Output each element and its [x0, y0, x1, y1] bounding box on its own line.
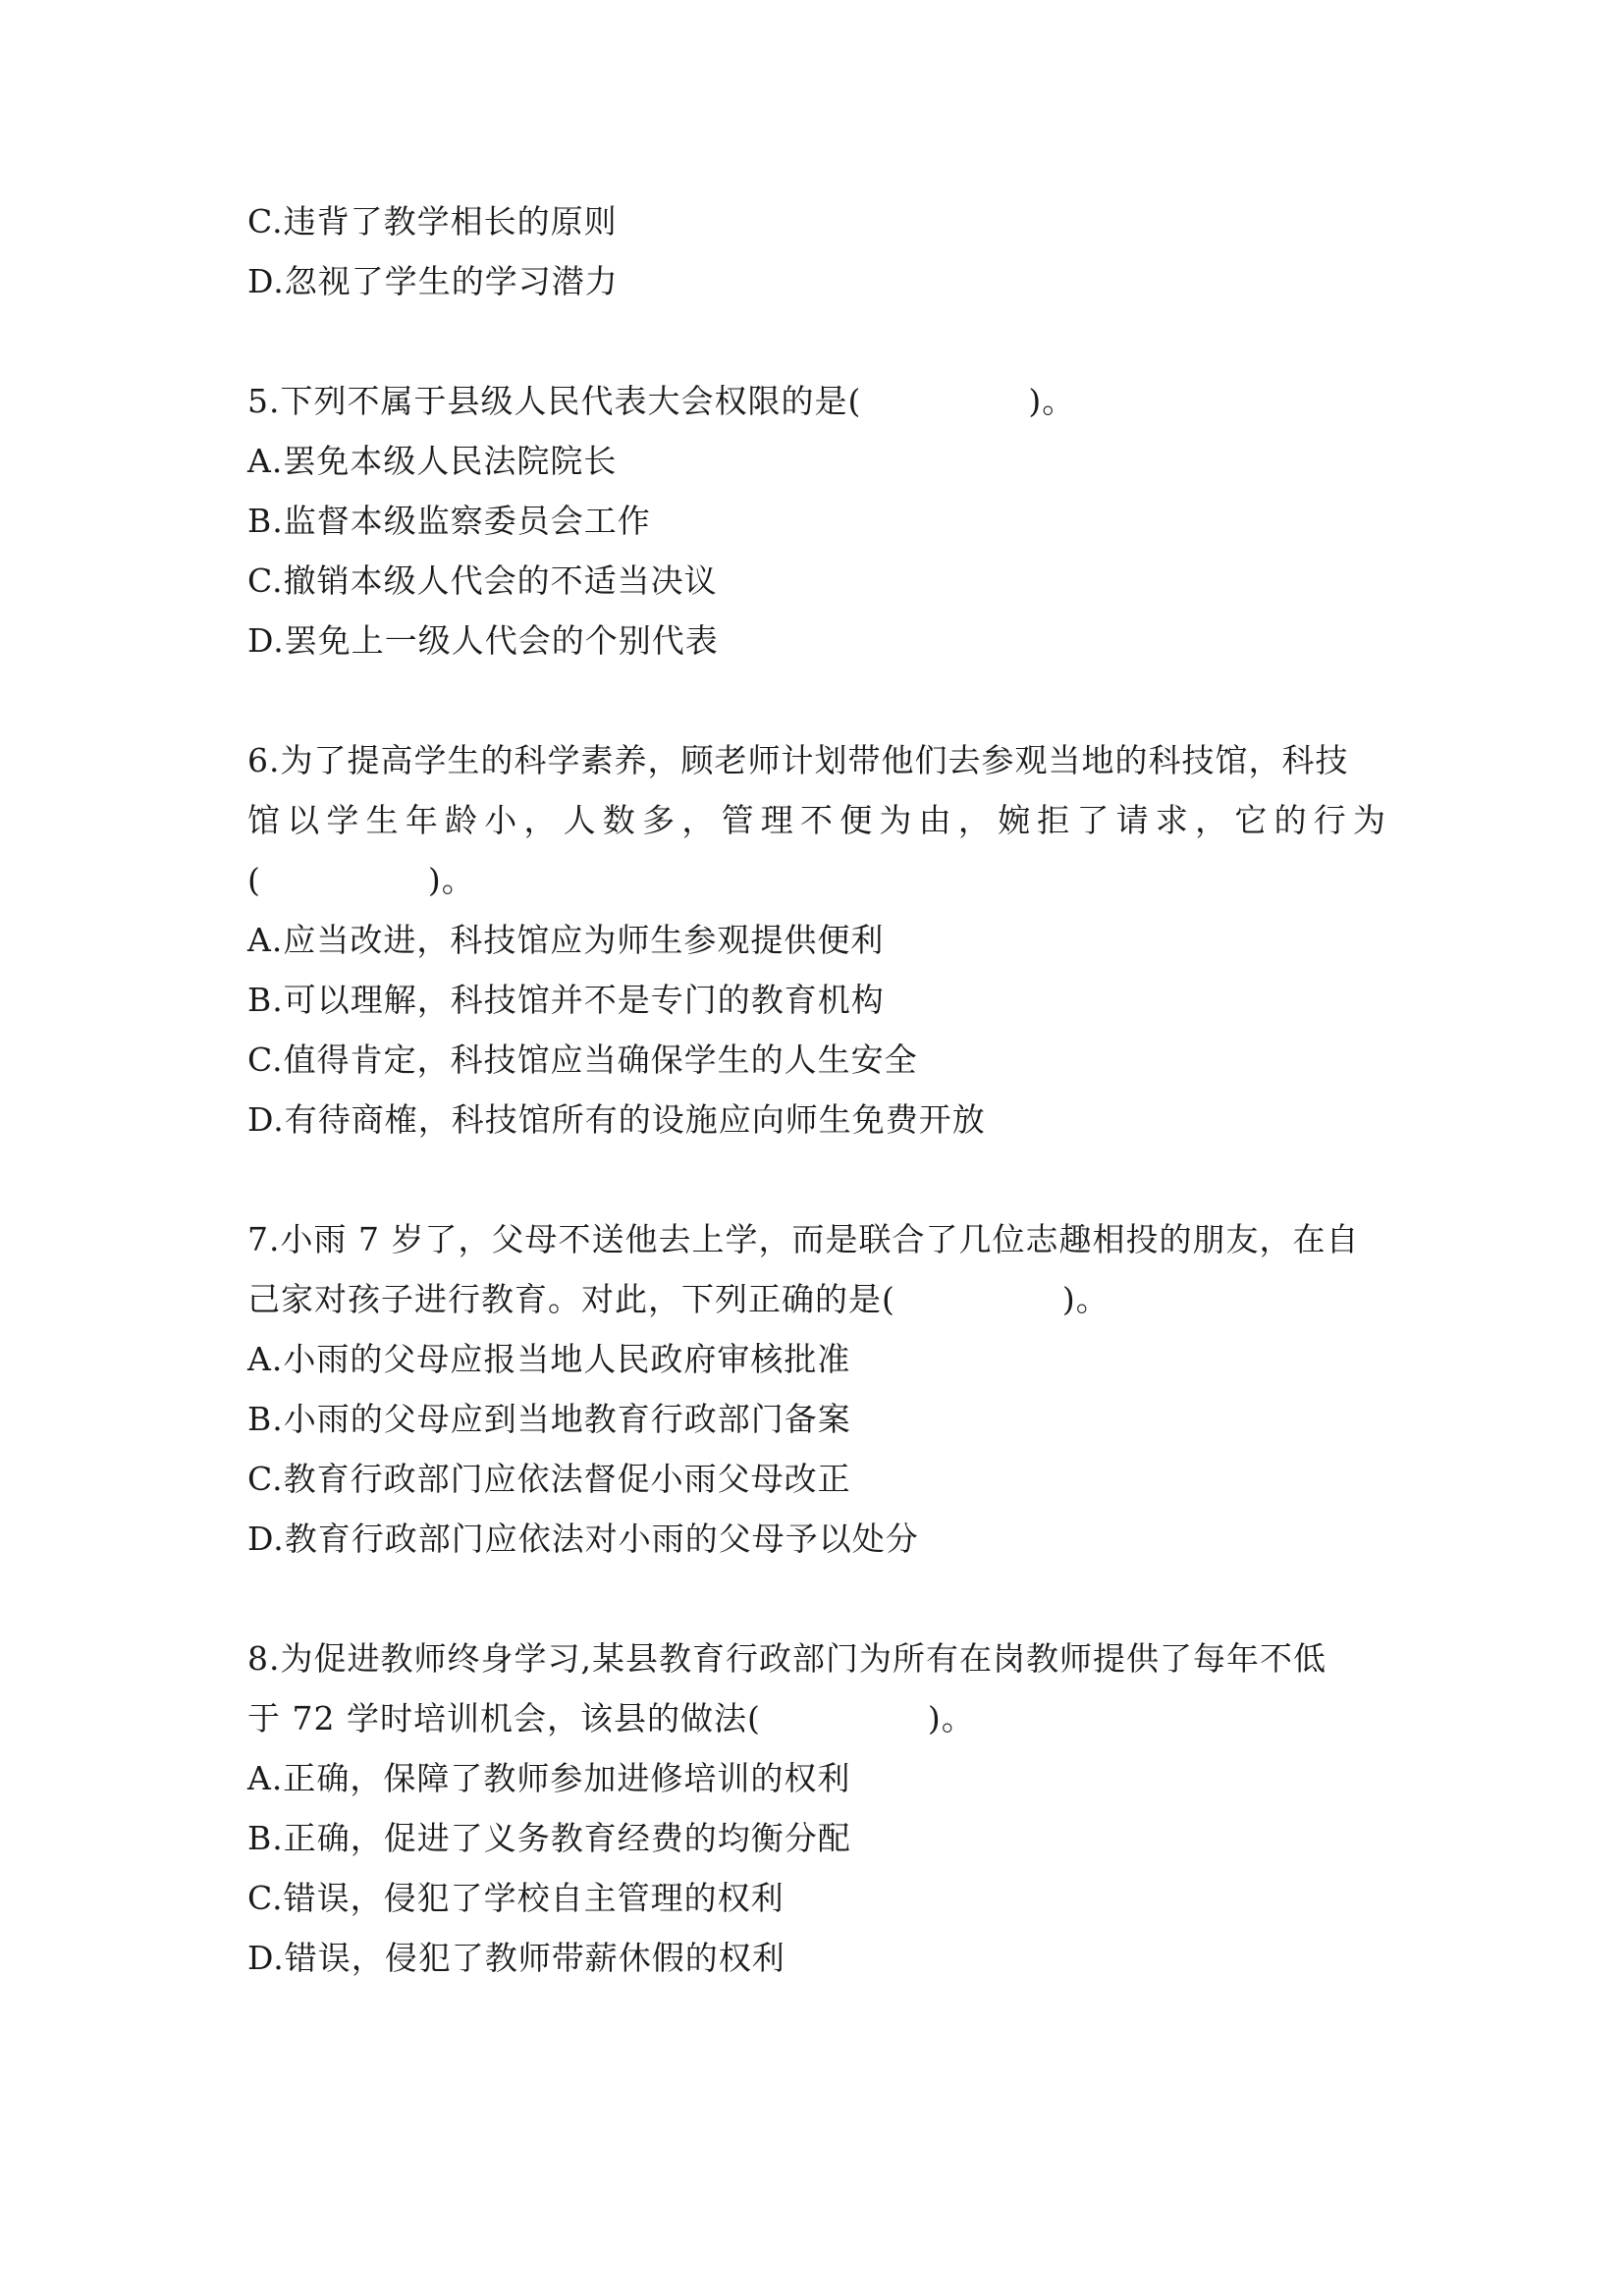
question-stem-line-1: 7.小雨 7 岁了，父母不送他去上学，而是联合了几位志趣相投的朋友，在自 [247, 1220, 1360, 1258]
option-b: B.监督本级监察委员会工作 [247, 502, 651, 540]
option-b: B.正确，促进了义务教育经费的均衡分配 [247, 1819, 851, 1857]
question-5 [247, 371, 1386, 670]
option-a: A.正确，保障了教师参加进修培训的权利 [247, 1759, 851, 1797]
option-c: C.撤销本级人代会的不适当决议 [247, 561, 718, 600]
question-stem-line-3: ( )。 [247, 861, 475, 899]
question-stem-line-1: 8.为促进教师终身学习,某县教育行政部门为所有在岗教师提供了每年不低 [247, 1639, 1326, 1678]
option-d: D.有待商榷，科技馆所有的设施应向师生免费开放 [247, 1100, 986, 1139]
option-a: A.应当改进，科技馆应为师生参观提供便利 [247, 921, 885, 959]
option-b: B.可以理解，科技馆并不是专门的教育机构 [247, 981, 885, 1019]
option-c: C.教育行政部门应依法督促小雨父母改正 [247, 1460, 851, 1498]
option-b: B.小雨的父母应到当地教育行政部门备案 [247, 1400, 851, 1438]
question-4-options [247, 191, 1386, 311]
option-d: D.错误，侵犯了教师带薪休假的权利 [247, 1939, 785, 1977]
option-d: D.忽视了学生的学习潜力 [247, 262, 619, 300]
question-8 [247, 1629, 1386, 1988]
question-stem-line-2: 己家对孩子进行教育。对此，下列正确的是( )。 [247, 1280, 1110, 1318]
option-a: A.小雨的父母应报当地人民政府审核批准 [247, 1340, 851, 1378]
document-page [247, 191, 1386, 1988]
option-c: C.违背了教学相长的原则 [247, 202, 618, 240]
option-d: D.罢免上一级人代会的个别代表 [247, 621, 719, 660]
option-c: C.错误，侵犯了学校自主管理的权利 [247, 1879, 785, 1917]
spacer [247, 311, 1386, 371]
spacer [247, 670, 1386, 730]
question-7 [247, 1209, 1386, 1569]
spacer [247, 1569, 1386, 1629]
question-stem-line-2: 馆以学生年龄小，人数多，管理不便为由，婉拒了请求，它的行为 [247, 801, 1386, 839]
question-stem-line-1: 6.为了提高学生的科学素养，顾老师计划带他们去参观当地的科技馆，科技 [247, 741, 1349, 779]
option-d: D.教育行政部门应依法对小雨的父母予以处分 [247, 1520, 919, 1558]
question-6 [247, 730, 1386, 1149]
option-a: A.罢免本级人民法院院长 [247, 442, 618, 480]
option-c: C.值得肯定，科技馆应当确保学生的人生安全 [247, 1041, 918, 1079]
question-stem-line-2: 于 72 学时培训机会，该县的做法( )。 [247, 1699, 975, 1737]
spacer [247, 1149, 1386, 1209]
question-stem: 5.下列不属于县级人民代表大会权限的是( )。 [247, 382, 1076, 420]
